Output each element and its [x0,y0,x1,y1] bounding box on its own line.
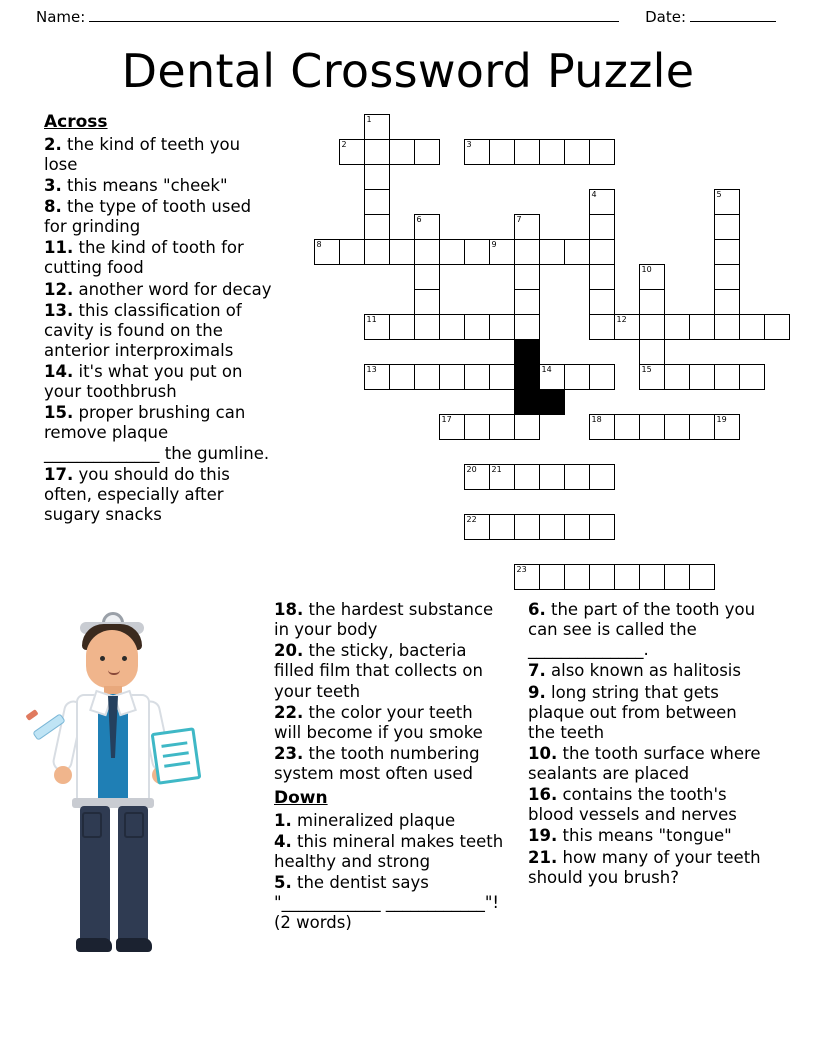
clue-text: it's what you put on your toothbrush [44,362,243,402]
crossword-cell[interactable]: 23 [514,564,540,590]
crossword-cell[interactable] [489,364,515,390]
crossword-cell[interactable] [714,239,740,265]
clue-item [274,600,504,640]
clue-number: 7. [528,661,546,681]
crossword-cell[interactable] [414,289,440,315]
crossword-cell[interactable] [614,564,640,590]
crossword-cell[interactable]: 5 [714,189,740,215]
clue-text: the hardest substance in your body [274,600,494,640]
crossword-cell[interactable]: 7 [514,214,540,240]
across-clues-column-1 [44,112,272,526]
clue-number: 2. [44,134,62,154]
crossword-cell[interactable]: 20 [464,464,490,490]
crossword-cell[interactable] [389,239,415,265]
clue-item [274,873,504,933]
crossword-cell[interactable] [439,314,465,340]
crossword-cell-blocked [514,364,540,390]
crossword-cell[interactable] [689,414,715,440]
clipboard-line [161,741,187,748]
clue-text: also known as halitosis [551,661,741,681]
crossword-cell[interactable]: 14 [539,364,565,390]
crossword-cell[interactable]: 12 [614,314,640,340]
crossword-cell[interactable] [589,464,615,490]
clue-item [44,197,272,237]
crossword-cell[interactable] [589,364,615,390]
crossword-cell[interactable] [364,214,390,240]
crossword-cell[interactable] [589,314,615,340]
crossword-cell[interactable]: 17 [439,414,465,440]
clue-item [528,744,768,784]
crossword-cell[interactable] [514,314,540,340]
crossword-cell[interactable] [514,239,540,265]
clue-text: the tooth numbering system most often used [274,743,480,783]
clipboard-line [163,751,189,758]
crossword-cell[interactable] [539,464,565,490]
crossword-cell[interactable] [489,314,515,340]
shoe-left [76,938,112,952]
clue-item [274,744,504,784]
clue-number: 8. [44,197,62,217]
crossword-cell[interactable]: 6 [414,214,440,240]
crossword-cell[interactable] [589,564,615,590]
crossword-cell[interactable] [564,514,590,540]
clue-number: 3. [44,175,62,195]
clue-number: 18. [274,600,304,619]
crossword-cell-blocked [514,339,540,365]
clue-number: 1. [274,810,292,830]
crossword-cell[interactable]: 3 [464,139,490,165]
crossword-cell[interactable]: 1 [364,114,390,140]
crossword-cell[interactable] [589,514,615,540]
crossword-cell[interactable]: 8 [314,239,340,265]
clue-number: 16. [528,785,558,805]
crossword-cell[interactable] [539,514,565,540]
crossword-cell[interactable]: 9 [489,239,515,265]
crossword-cell[interactable] [714,264,740,290]
name-label: Name: [36,8,86,26]
crossword-cell[interactable] [389,314,415,340]
clue-text: the kind of teeth you lose [44,134,241,174]
down-heading: Down [274,788,328,809]
dentist-illustration [24,600,274,960]
top-section [0,112,816,584]
clue-text: the part of the tooth you can see is called the ______________. [528,600,756,660]
clue-item [528,826,768,846]
crossword-cell[interactable] [714,364,740,390]
crossword-cell[interactable]: 4 [589,189,615,215]
name-write-line[interactable] [89,9,619,22]
crossword-cell[interactable] [514,514,540,540]
clue-number: 21. [528,847,558,867]
crossword-cell[interactable] [714,314,740,340]
crossword-cell[interactable] [639,339,665,365]
clue-number: 6. [528,600,546,619]
crossword-cell[interactable] [339,239,365,265]
shoe-right [116,938,152,952]
crossword-grid[interactable] [314,114,794,584]
clue-item [44,238,272,278]
crossword-cell[interactable] [564,464,590,490]
crossword-cell[interactable] [364,189,390,215]
hand-left [54,766,72,784]
clue-item [528,848,768,888]
clue-text: contains the tooth's blood vessels and nerves [528,785,737,825]
crossword-cell[interactable] [714,214,740,240]
clue-text: this means "cheek" [67,175,228,195]
crossword-cell[interactable] [414,364,440,390]
crossword-cell[interactable] [464,314,490,340]
clue-number: 5. [274,873,292,893]
clipboard-icon [151,727,202,785]
crossword-cell[interactable] [464,364,490,390]
face [86,630,138,688]
clue-item [274,832,504,872]
crossword-cell[interactable] [664,364,690,390]
bottom-section [0,584,816,960]
clue-item [528,683,768,743]
clue-text: the kind of tooth for cutting food [44,238,244,278]
crossword-cell[interactable] [639,414,665,440]
clue-number: 4. [274,831,292,851]
clue-text: you should do this often, especially after sugary snacks [44,464,230,524]
date-label: Date: [645,8,686,26]
crossword-cell[interactable] [564,564,590,590]
crossword-cell[interactable] [639,314,665,340]
crossword-cell[interactable] [664,414,690,440]
name-date-bar [0,0,816,26]
page-title: Dental Crossword Puzzle [121,44,695,98]
crossword-cell[interactable] [514,264,540,290]
crossword-cell[interactable] [589,264,615,290]
crossword-cell[interactable] [439,364,465,390]
clue-text: this mineral makes teeth healthy and strong [274,831,504,872]
pocket-left [82,812,102,838]
eye-left [100,656,105,661]
crossword-cell[interactable] [739,364,765,390]
crossword-cell[interactable] [364,164,390,190]
crossword-cell[interactable] [714,289,740,315]
crossword-cell[interactable]: 11 [364,314,390,340]
clue-text: the color your teeth will become if you smoke [274,702,483,742]
crossword-cell[interactable] [389,139,415,165]
crossword-cell[interactable] [589,139,615,165]
across-heading: Across [44,112,108,132]
clue-item [274,811,504,831]
crossword-cell[interactable] [589,214,615,240]
crossword-cell[interactable] [539,139,565,165]
crossword-cell-blocked [539,389,565,415]
pocket-right [124,812,144,838]
crossword-cell[interactable] [439,239,465,265]
clue-number: 10. [528,743,558,763]
dental-tool-tip [25,709,38,721]
clue-number: 15. [44,403,74,423]
crossword-cell[interactable]: 21 [489,464,515,490]
clue-text: long string that gets plaque out from between the teeth [528,682,737,742]
clue-item [44,465,272,525]
clue-item [274,641,504,701]
clue-item [44,362,272,402]
crossword-cell[interactable] [564,139,590,165]
crossword-cell[interactable] [414,139,440,165]
crossword-cell[interactable]: 19 [714,414,740,440]
crossword-cell[interactable] [389,364,415,390]
crossword-cell[interactable] [539,564,565,590]
crossword-cell[interactable] [489,414,515,440]
crossword-cell[interactable]: 2 [339,139,365,165]
clue-text: this classification of cavity is found on the anterior interproximals [44,300,242,360]
crossword-cell[interactable] [414,239,440,265]
crossword-cell[interactable] [464,414,490,440]
clue-text: the dentist says "____________ ____________"! (2 words) [274,873,500,933]
clue-item [528,600,768,660]
crossword-cell[interactable] [589,289,615,315]
clue-text: another word for decay [78,279,272,299]
crossword-grid-wrapper [314,114,794,584]
crossword-cell[interactable] [489,514,515,540]
clue-text: mineralized plaque [297,810,456,830]
crossword-cell[interactable] [664,564,690,590]
crossword-cell[interactable] [689,564,715,590]
crossword-cell[interactable]: 18 [589,414,615,440]
crossword-cell[interactable] [414,314,440,340]
clues-column-2 [274,600,504,935]
crossword-cell[interactable]: 10 [639,264,665,290]
crossword-cell[interactable] [514,464,540,490]
crossword-cell[interactable] [364,139,390,165]
crossword-cell[interactable] [689,314,715,340]
clue-text: the tooth surface where sealants are placed [528,743,761,783]
clue-text: proper brushing can remove plaque ______________ the gumline. [44,403,270,463]
clipboard-line [164,761,190,768]
crossword-cell[interactable] [639,564,665,590]
crossword-cell[interactable] [464,239,490,265]
clue-item [44,403,272,463]
clue-text: the sticky, bacteria filled film that collects on your teeth [274,641,483,701]
eye-right [122,656,127,661]
clue-item [44,280,272,300]
crossword-cell[interactable]: 15 [639,364,665,390]
crossword-cell[interactable] [564,239,590,265]
crossword-cell[interactable]: 13 [364,364,390,390]
crossword-cell[interactable] [689,364,715,390]
clue-number: 23. [274,743,304,763]
crossword-cell[interactable] [489,139,515,165]
crossword-cell[interactable] [514,139,540,165]
clue-item [44,135,272,175]
clue-item [528,661,768,681]
crossword-cell[interactable] [639,289,665,315]
crossword-cell[interactable] [564,364,590,390]
clue-number: 19. [528,826,558,846]
clue-number: 20. [274,641,304,661]
clue-item [528,785,768,825]
clue-number: 17. [44,464,74,484]
crossword-cell[interactable] [739,314,765,340]
crossword-cell-blocked [514,389,540,415]
crossword-cell[interactable]: 22 [464,514,490,540]
clue-number: 9. [528,682,546,702]
clue-item [274,703,504,743]
crossword-cell[interactable] [614,414,640,440]
crossword-cell[interactable] [539,239,565,265]
crossword-cell[interactable] [589,239,615,265]
crossword-cell[interactable] [664,314,690,340]
clue-text: the type of tooth used for grinding [44,197,252,237]
date-write-line[interactable] [690,9,776,22]
crossword-cell[interactable] [514,414,540,440]
clue-number: 13. [44,300,74,320]
clue-text: this means "tongue" [562,826,732,846]
crossword-cell[interactable] [764,314,790,340]
clue-number: 12. [44,279,74,299]
clue-number: 11. [44,238,74,258]
clue-item [44,301,272,361]
crossword-cell[interactable] [414,264,440,290]
crossword-cell[interactable] [514,289,540,315]
crossword-cell[interactable] [364,239,390,265]
clue-item [44,176,272,196]
clue-number: 22. [274,702,304,722]
clue-number: 14. [44,362,74,382]
clue-text: how many of your teeth should you brush? [528,847,761,887]
clues-column-3 [528,600,768,889]
